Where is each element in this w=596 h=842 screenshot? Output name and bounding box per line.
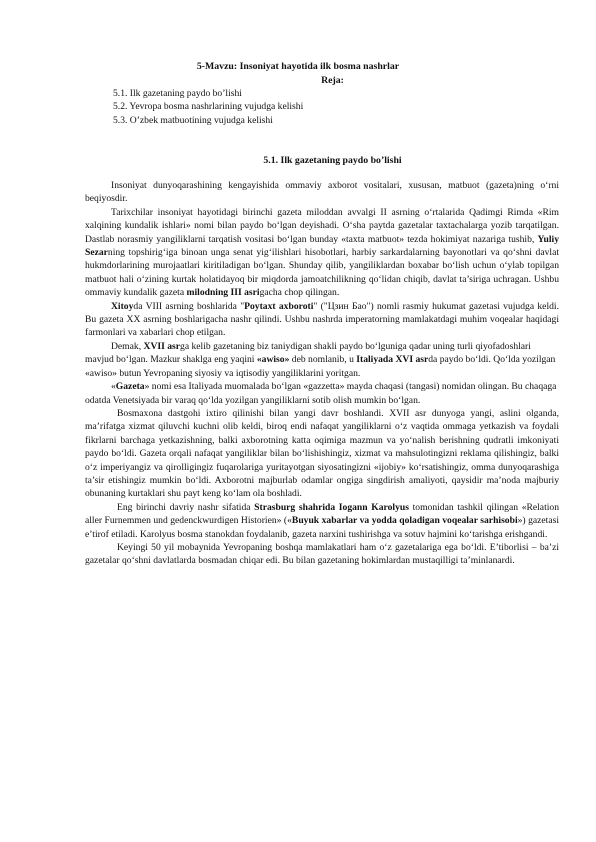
bold-term: Xitoy (111, 300, 134, 312)
plan-item: 5.3. O’zbek matbuotining vujudga kelishi (113, 114, 273, 126)
paragraph-1: Insoniyat dunyoqarashining kengayishida ommaviy axborot vositalari, xususan, matbuot (gazeta)ning o‘rni beqiyosdir. (85, 180, 559, 205)
bold-term: Gazeta (115, 381, 145, 393)
paragraph-8: Keyingi 50 yil mobaynida Yevropaning boshqa mamlakatlari ham o‘z gazetalariga ega bo‘ldi. E’tiborlisi – ba’zi gazetalar qo‘shni davlatlarda bosmadan chiqar edi. Bu bilan gazetaning hokimlardan mustaqilligi ta’minlanardi. (85, 541, 559, 567)
bold-term: Strasburg shahrida Iogann Karolyus (254, 501, 409, 513)
plan-item: 5.1. Ilk gazetaning paydo bo’lishi (113, 88, 242, 99)
paragraph-4: Demak, XVII asrga kelib gazetaning biz taniydigan shakli paydo bo‘lguniga qadar uning turli qiyofadoshlari mavjud bo‘lgan. Mazkur shaklga eng yaqini «awiso» deb nomlanib, u Italiyada XVI asrda paydo bo‘ldi. Qo‘lda yozilgan «awiso» butun Yevropaning siyosiy va iqtisodiy yangiliklarini yoritgan. (85, 340, 556, 379)
plan-list (113, 87, 513, 127)
bold-term: Poytaxt axboroti (244, 300, 314, 312)
bold-term: Yuliy Sezar (85, 233, 559, 259)
bold-term: Buyuk xabarlar va yodda qoladigan voqealar sarhisobi (291, 515, 518, 527)
plan-item: 5.2. Yevropa bosma nashrlarining vujudga kelishi (113, 101, 304, 113)
plan-heading: Reja: (321, 74, 344, 86)
paragraph-5: «Gazeta» nomi esa Italiyada muomalada bo‘lgan «gazzetta» mayda chaqasi (tangasi) nomidan olingan. Bu chaqaga odatda Venetsiyada bir varaq qo‘lda yozilgan yangiliklarni sotib olish mumkin bo‘lgan. (85, 381, 557, 406)
document-title: 5-Mavzu: Insoniyat hayotida ilk bosma nashrlar (196, 61, 400, 72)
document-body (85, 179, 559, 568)
paragraph-2: Tarixchilar insoniyat hayotidagi birinchi gazeta miloddan avvalgi II asrning o‘rtalarida Qadimgi Rimda «Rim xalqining kundalik ishlari» nomi bilan paydo bo‘lgan deyishadi. O‘sha paytda gazetalar taxtachalarga yozib tarqatilgan. Dastlab norasmiy yangiliklarni tarqatish vositasi bo‘lgan bunday «taxta matbuot» tezda hokimiyat nazariga tushib, Yuliy Sezarning topshirig‘iga binoan unga senat yig‘ilishlari hisobotlari, harbiy sarkardalarning bayonotlari va qo‘shni davlat hukmdorlarining murojaatlari kiritiladigan bo‘lgan. Shunday qilib, yangiliklardan boxabar bo‘lish uchun o‘ylab topilgan matbuot hali o‘zining kurtak holatidayoq bir miqdorda jamoatchilikning qo‘lidan chiqib, davlat ta’siriga uchragan. Ushbu ommaviy kundalik gazeta milodning III asrigacha chop qilingan. (85, 206, 559, 299)
section-heading: 5.1. Ilk gazetaning paydo bo’lishi (263, 155, 402, 166)
paragraph-6: Bosmaxona dastgohi ixtiro qilinishi bilan yangi davr boshlandi. XVII asr dunyoga yangi, aslini olganda, ma’rifatga xizmat qiluvchi kuchni olib keldi, biroq endi nafaqat yangiliklarni o‘z vaqtida ommaga yetkazish va foydali fikrlarni barchaga yetkazishning, balki axborotning katta oqimiga mazmun va yo‘nalish berishning qudratli imkoniyati paydo bo‘ldi. Gazeta orqali nafaqat yangiliklar bilan bo‘lishishingiz, xizmat va mahsulotingizni reklama qilishingiz, balki o‘z imperiyangiz va qirolligingiz fuqarolariga yuritayotgan siyosatingizni «ijobiy» ko‘rsatishingiz, omma dunyoqarashiga ta’sir etishingiz mumkin bo‘ldi. Axborotni majburlab odamlar ongiga singdirish amaliyoti, qaysidir ma’noda majburiy obunaning kurtaklari shu payt keng ko‘lam ola boshladi. (85, 407, 559, 500)
bold-term: milodning III asri (186, 287, 260, 299)
paragraph-3: Xitoyda VIII asrning boshlarida "Poytaxt axboroti" ("Цзин Бао") nomli rasmiy hukumat gazetasi vujudga keldi. Bu gazeta XX asrning boshlarigacha nashr qilindi. Ushbu nashrda imperatorning mamlakatdagi muhim voqealar haqidagi farmonlari va xabarlari chop etilgan. (85, 300, 559, 339)
bold-term: «awiso» (256, 354, 290, 366)
bold-term: XVII asr (143, 340, 181, 352)
bold-term: Italiyada XVI asr (356, 354, 429, 366)
paragraph-7: Eng birinchi davriy nashr sifatida Strasburg shahrida Iogann Karolyus tomonidan tashkil qilingan «Relation aller Furnemmen und gedenckwurdigen Historien» («Buyuk xabarlar va yodda qoladigan voqealar sarhisobi») gazetasi e’tirof etiladi. Karolyus bosma stanokdan foydalanib, gazeta narxini tushirishga va sotuv hajmini ko‘tarishga erishgandi. (85, 501, 559, 540)
